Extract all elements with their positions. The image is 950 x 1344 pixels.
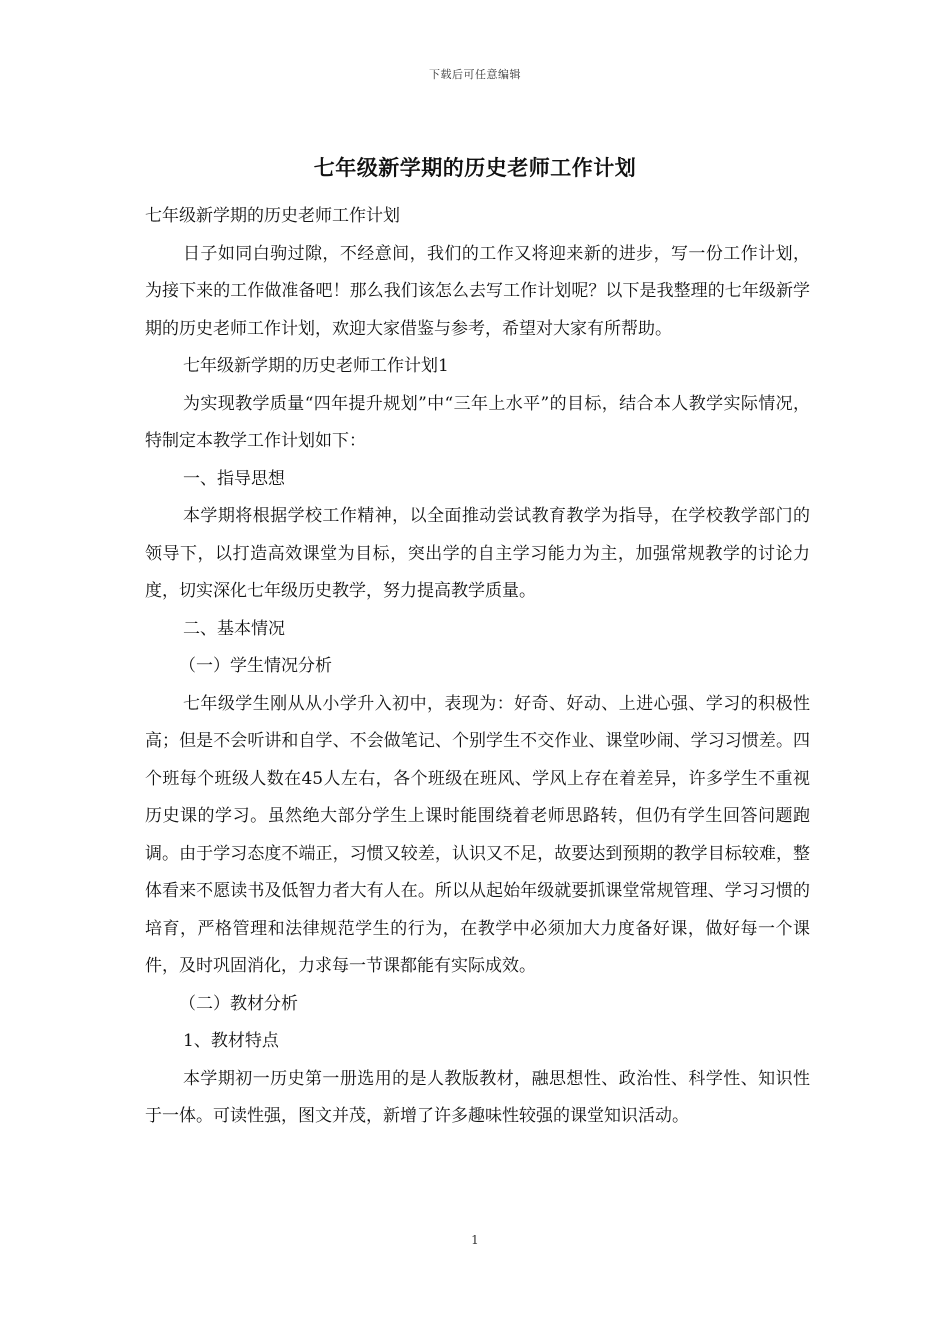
section-heading-basic-situation: 二、基本情况 [183,618,285,639]
plan-heading: 七年级新学期的历史老师工作计划1 [183,356,449,376]
subtitle-line: 七年级新学期的历史老师工作计划 [145,206,400,226]
section-heading-guiding-ideas: 一、指导思想 [183,468,285,489]
document-title: 七年级新学期的历史老师工作计划 [313,155,637,180]
textbook-features-heading: 1、教材特点 [183,1031,279,1051]
purpose-paragraph: 为实现教学质量“四年提升规划”中“三年上水平”的目标，结合本人教学实际情况，特制定本教学工作计划如下： [145,393,810,451]
student-analysis-paragraph: 七年级学生刚从从小学升入初中，表现为：好奇、好动、上进心强、学习的积极性高；但是不会听讲和自学、不会做笔记、个别学生不交作业、课堂吵闹、学习习惯差。四个班每个班级人数在45人左右，各个班级在班风、学风上存在着差异，许多学生不重视历史课的学习。虽然绝大部分学生上课时能围绕着老师思路转，但仍有学生回答问题跑调。由于学习态度不端正，习惯又较差，认识又不足，故要达到预期的教学目标较难，整体看来不愿读书及低智力者大有人在。所以从起始年级就要抓课堂常规管理、学习习惯的培育，严格管理和法律规范学生的行为，在教学中必须加大力度备好课，做好每一个课件，及时巩固消化，力求每一节课都能有实际成效。 [145,693,810,976]
intro-paragraph: 日子如同白驹过隙，不经意间，我们的工作又将迎来新的进步，写一份工作计划，为接下来的工作做准备吧！那么我们该怎么去写工作计划呢？以下是我整理的七年级新学期的历史老师工作计划，欢迎大家借鉴与参考，希望对大家有所帮助。 [145,243,810,339]
guiding-ideas-paragraph: 本学期将根据学校工作精神，以全面推动尝试教育教学为指导，在学校教学部门的领导下，以打造高效课堂为目标，突出学的自主学习能力为主，加强常规教学的讨论力度，切实深化七年级历史教学，努力提高教学质量。 [145,506,810,601]
header-note: 下载后可任意编辑 [429,68,521,81]
page-number: 1 [471,1233,479,1247]
textbook-features-paragraph: 本学期初一历史第一册选用的是人教版教材，融思想性、政治性、科学性、知识性于一体。可读性强，图文并茂，新增了许多趣味性较强的课堂知识活动。 [145,1068,810,1126]
subsection-heading-student-analysis: （一）学生情况分析 [179,656,332,676]
document-body [145,198,810,1136]
subsection-heading-textbook-analysis: （二）教材分析 [179,993,298,1014]
